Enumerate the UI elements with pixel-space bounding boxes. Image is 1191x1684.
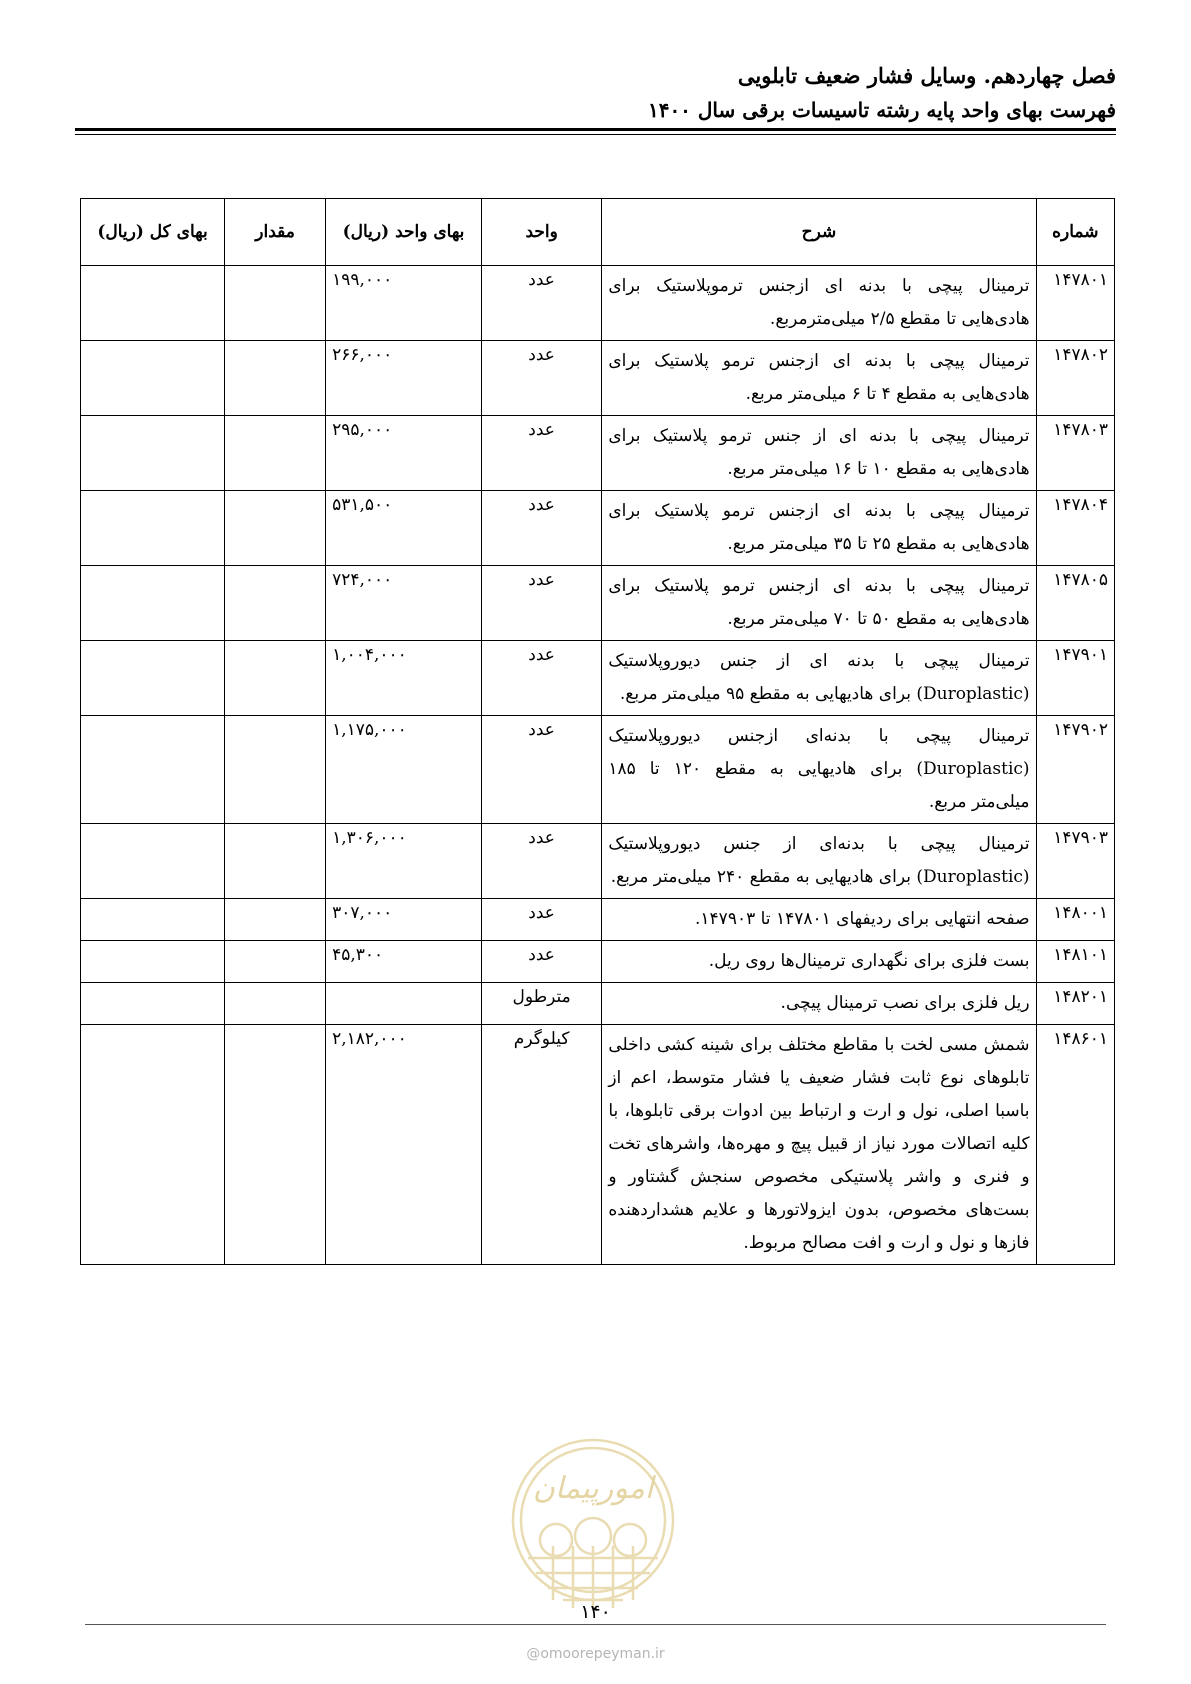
item-unit-price: ۱,۳۰۶,۰۰۰ (326, 824, 482, 899)
item-unit-price: ۲۶۶,۰۰۰ (326, 341, 482, 416)
page-number: ۱۴۰ (580, 1601, 611, 1623)
item-unit: عدد (481, 491, 601, 566)
description-latin-term: (Duroplastic) (916, 867, 1030, 887)
item-description (602, 716, 1036, 824)
item-quantity (225, 491, 326, 566)
item-unit-price: ۴۵,۳۰۰ (326, 941, 482, 983)
item-total-price (81, 266, 225, 341)
item-unit-price: ۲۹۵,۰۰۰ (326, 416, 482, 491)
seal-text: امورپیمان (532, 1471, 654, 1506)
item-code: ۱۴۷۹۰۱ (1036, 641, 1114, 716)
col-header-quantity: مقدار (225, 199, 326, 266)
item-quantity (225, 641, 326, 716)
table-row (81, 983, 1115, 1025)
item-code: ۱۴۸۶۰۱ (1036, 1025, 1114, 1265)
description-latin-term: (Duroplastic) (916, 684, 1030, 704)
item-unit-price: ۱۹۹,۰۰۰ (326, 266, 482, 341)
item-quantity (225, 899, 326, 941)
item-unit-price: ۳۰۷,۰۰۰ (326, 899, 482, 941)
price-list-title: فهرست بهای واحد پایه رشته تاسیسات برقی سال ۱۴۰۰ (647, 98, 1116, 122)
item-total-price (81, 941, 225, 983)
item-quantity (225, 824, 326, 899)
item-description: شمش مسی لخت با مقاطع مختلف برای شینه کشی داخلی تابلوهای نوع ثابت فشار ضعیف یا فشار متوسط، اعم از باسبا اصلی، نول و ارت و ارتباط بین ادوات برقی تابلوها، با کلیه اتصالات مورد نیاز از قبیل پیچ و مهره‌ها، واشرهای تخت و فنری و واشر پلاستیکی مخصوص سنجش گشتاور و بست‌های مخصوص، بدون ایزولاتورها و علایم هشداردهنده فازها و نول و ارت و افت مصالح مربوط. (602, 1025, 1036, 1265)
item-unit: کیلوگرم (481, 1025, 601, 1265)
col-header-code: شماره (1036, 199, 1114, 266)
item-total-price (81, 341, 225, 416)
footer-website: @omoorepeyman.ir (526, 1646, 665, 1662)
publisher-seal-watermark (508, 1428, 678, 1623)
item-unit: عدد (481, 899, 601, 941)
table-row (81, 824, 1115, 899)
item-code: ۱۴۸۰۰۱ (1036, 899, 1114, 941)
item-code: ۱۴۸۱۰۱ (1036, 941, 1114, 983)
item-code: ۱۴۷۸۰۳ (1036, 416, 1114, 491)
item-description (602, 641, 1036, 716)
description-latin-term: (Duroplastic) (916, 759, 1030, 779)
item-unit: عدد (481, 416, 601, 491)
item-description: ترمینال پیچی با بدنه ای ازجنس ترموپلاستیک برای هادی‌هایی تا مقطع ۲/۵ میلی‌مترمربع. (602, 266, 1036, 341)
item-unit: عدد (481, 641, 601, 716)
table-row (81, 491, 1115, 566)
item-description: ریل فلزی برای نصب ترمینال پیچی. (602, 983, 1036, 1025)
item-quantity (225, 341, 326, 416)
price-table (80, 198, 1115, 1265)
item-description: صفحه انتهایی برای ردیفهای ۱۴۷۸۰۱ تا ۱۴۷۹۰۳. (602, 899, 1036, 941)
item-unit-price: ۷۲۴,۰۰۰ (326, 566, 482, 641)
item-total-price (81, 899, 225, 941)
item-unit: عدد (481, 341, 601, 416)
table-row (81, 716, 1115, 824)
page-header (76, 58, 1116, 126)
item-total-price (81, 566, 225, 641)
item-quantity (225, 416, 326, 491)
description-text-tail: برای هادیهایی به مقطع ۹۵ میلی‌متر مربع. (619, 684, 911, 704)
item-quantity (225, 941, 326, 983)
item-code: ۱۴۷۸۰۱ (1036, 266, 1114, 341)
table-row (81, 341, 1115, 416)
col-header-unit-price: بهای واحد (ریال) (326, 199, 482, 266)
item-quantity (225, 566, 326, 641)
item-unit: عدد (481, 266, 601, 341)
chapter-title: فصل چهاردهم. وسایل فشار ضعیف تابلویی (737, 63, 1116, 88)
header-rule-thin (75, 134, 1116, 135)
table-header-row (81, 199, 1115, 266)
item-unit-price: ۲,۱۸۲,۰۰۰ (326, 1025, 482, 1265)
item-total-price (81, 983, 225, 1025)
item-unit: عدد (481, 824, 601, 899)
item-unit: مترطول (481, 983, 601, 1025)
item-total-price (81, 416, 225, 491)
item-code: ۱۴۷۹۰۲ (1036, 716, 1114, 824)
header-rule-thick (75, 128, 1116, 131)
item-description (602, 824, 1036, 899)
item-unit-price (326, 983, 482, 1025)
description-text-tail: برای هادیهایی به مقطع ۱۲۰ تا ۱۸۵ میلی‌متر مربع. (608, 759, 1030, 812)
table-row (81, 641, 1115, 716)
item-quantity (225, 266, 326, 341)
table-row (81, 1025, 1115, 1265)
item-unit: عدد (481, 566, 601, 641)
item-total-price (81, 716, 225, 824)
item-description: ترمینال پیچی با بدنه ای ازجنس ترمو پلاستیک برای هادی‌هایی به مقطع ۲۵ تا ۳۵ میلی‌متر مربع. (602, 491, 1036, 566)
table-row (81, 566, 1115, 641)
item-unit-price: ۱,۱۷۵,۰۰۰ (326, 716, 482, 824)
table-row (81, 416, 1115, 491)
item-code: ۱۴۷۸۰۲ (1036, 341, 1114, 416)
item-unit: عدد (481, 941, 601, 983)
table-row (81, 941, 1115, 983)
item-code: ۱۴۷۸۰۴ (1036, 491, 1114, 566)
description-text: ترمینال پیچی با بدنه‌ای از جنس دیوروپلاستیک (608, 834, 1030, 854)
item-description: ترمینال پیچی با بدنه ای از جنس ترمو پلاستیک برای هادی‌هایی به مقطع ۱۰ تا ۱۶ میلی‌متر مربع. (602, 416, 1036, 491)
item-quantity (225, 716, 326, 824)
item-unit-price: ۵۳۱,۵۰۰ (326, 491, 482, 566)
table-row (81, 899, 1115, 941)
item-quantity (225, 983, 326, 1025)
col-header-unit: واحد (481, 199, 601, 266)
item-total-price (81, 641, 225, 716)
item-quantity (225, 1025, 326, 1265)
description-text-tail: برای هادیهایی به مقطع ۲۴۰ میلی‌متر مربع. (610, 867, 911, 887)
item-code: ۱۴۷۹۰۳ (1036, 824, 1114, 899)
description-text: ترمینال پیچی با بدنه ای از جنس دیوروپلاستیک (608, 651, 1030, 671)
description-text: ترمینال پیچی با بدنه‌ای ازجنس دیوروپلاستیک (608, 726, 1030, 746)
item-description: ترمینال پیچی با بدنه ای ازجنس ترمو پلاستیک برای هادی‌هایی به مقطع ۴ تا ۶ میلی‌متر مربع. (602, 341, 1036, 416)
item-code: ۱۴۸۲۰۱ (1036, 983, 1114, 1025)
item-total-price (81, 491, 225, 566)
item-description: ترمینال پیچی با بدنه ای ازجنس ترمو پلاستیک برای هادی‌هایی به مقطع ۵۰ تا ۷۰ میلی‌متر مربع. (602, 566, 1036, 641)
item-total-price (81, 824, 225, 899)
table-row (81, 266, 1115, 341)
item-total-price (81, 1025, 225, 1265)
item-code: ۱۴۷۸۰۵ (1036, 566, 1114, 641)
item-unit-price: ۱,۰۰۴,۰۰۰ (326, 641, 482, 716)
footer-rule (85, 1624, 1106, 1625)
seal-emblem-icon (508, 1428, 678, 1623)
item-description: بست فلزی برای نگهداری ترمینال‌ها روی ریل. (602, 941, 1036, 983)
col-header-total-price: بهای کل (ریال) (81, 199, 225, 266)
col-header-description: شرح (602, 199, 1036, 266)
item-unit: عدد (481, 716, 601, 824)
